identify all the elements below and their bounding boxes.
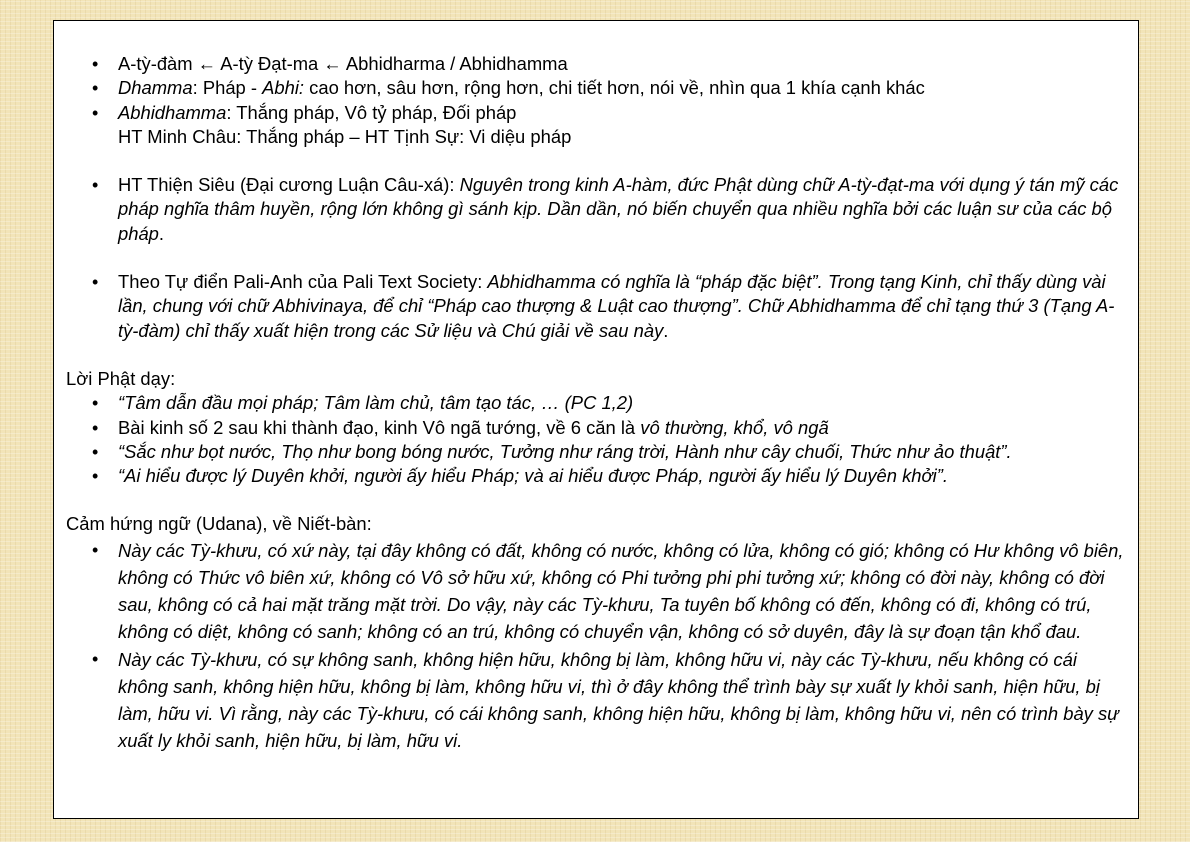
list-item: • Bài kinh số 2 sau khi thành đạo, kinh Vô ngã tướng, về 6 căn là vô thường, khổ, vô ngã xyxy=(54,416,1138,440)
list-item: • A-tỳ-đàm ← A-tỳ Đạt-ma ← Abhidharma / Abhidhamma xyxy=(54,52,1138,76)
slide-panel xyxy=(53,20,1139,819)
pali-dictionary-list xyxy=(54,270,1138,343)
list-item: • Này các Tỳ-khưu, có xứ này, tại đây không có đất, không có nước, không có lửa, không có gió; không có Hư không vô biên, không có Thức vô biên xứ, không có Vô sở hữu xứ, không có Phi tưởng phi phi tưởng xứ; không có đời này, không có đời sau, không có cả hai mặt trăng mặt trời. Do vậy, này các Tỳ-khưu, Ta tuyên bố không có đến, không có đi, không có trú, không có diệt, không có sanh; không có an trú, không có chuyển vận, không có sở duyên, đây là sự đoạn tận khổ đau. xyxy=(54,537,1138,646)
list-item: • “Ai hiểu được lý Duyên khởi, người ấy hiểu Pháp; và ai hiểu được Pháp, người ấy hiểu lý Duyên khởi”. xyxy=(54,464,1138,488)
buddha-teaching-list xyxy=(54,391,1138,488)
thien-sieu-list xyxy=(54,173,1138,246)
list-item: • HT Thiện Siêu (Đại cương Luận Câu-xá): Nguyên trong kinh A-hàm, đức Phật dùng chữ A-tỳ-đạt-ma với dụng ý tán mỹ các pháp nghĩa thâm huyền, rộng lớn không gì sánh kịp. Dần dần, nó biến chuyển qua nhiều nghĩa bởi các luận sư của các bộ pháp. xyxy=(54,173,1138,246)
list-item: • “Sắc như bọt nước, Thọ như bong bóng nước, Tưởng như ráng trời, Hành như cây chuối, Thức như ảo thuật”. xyxy=(54,440,1138,464)
list-item: • Dhamma: Pháp - Abhi: cao hơn, sâu hơn, rộng hơn, chi tiết hơn, nói về, nhìn qua 1 khía cạnh khác xyxy=(54,76,1138,100)
slide-content xyxy=(54,21,1138,818)
list-item: • Abhidhamma: Thắng pháp, Vô tỷ pháp, Đối pháp HT Minh Châu: Thắng pháp – HT Tịnh Sự: Vi diệu pháp xyxy=(54,101,1138,150)
udana-nibbana-list xyxy=(54,537,1138,755)
list-item: • “Tâm dẫn đầu mọi pháp; Tâm làm chủ, tâm tạo tác, … (PC 1,2) xyxy=(54,391,1138,415)
section-heading-udana: Cảm hứng ngữ (Udana), về Niết-bàn: xyxy=(66,513,372,535)
section-heading-buddha-teaching: Lời Phật dạy: xyxy=(66,367,176,389)
abhidhamma-definitions-list xyxy=(54,21,1138,149)
list-item: • Theo Tự điển Pali-Anh của Pali Text Society: Abhidhamma có nghĩa là “pháp đặc biệt”. Trong tạng Kinh, chỉ thấy dùng vài lần, chung với chữ Abhivinaya, để chỉ “Pháp cao thượng & Luật cao thượng”. Chữ Abhidhamma để chỉ tạng thứ 3 (Tạng A-tỳ-đàm) chỉ thấy xuất hiện trong các Sử liệu và Chú giải về sau này. xyxy=(54,270,1138,343)
list-item: • Này các Tỳ-khưu, có sự không sanh, không hiện hữu, không bị làm, không hữu vi, này các Tỳ-khưu, nếu không có cái không sanh, không hiện hữu, không bị làm, không hữu vi, thì ở đây không thể trình bày sự xuất ly khỏi sanh, hiện hữu, bị làm, hữu vi. Vì rằng, này các Tỳ-khưu, có cái không sanh, không hiện hữu, không bị làm, không hữu vi, nên có trình bày sự xuất ly khỏi sanh, hiện hữu, bị làm, hữu vi. xyxy=(54,646,1138,755)
